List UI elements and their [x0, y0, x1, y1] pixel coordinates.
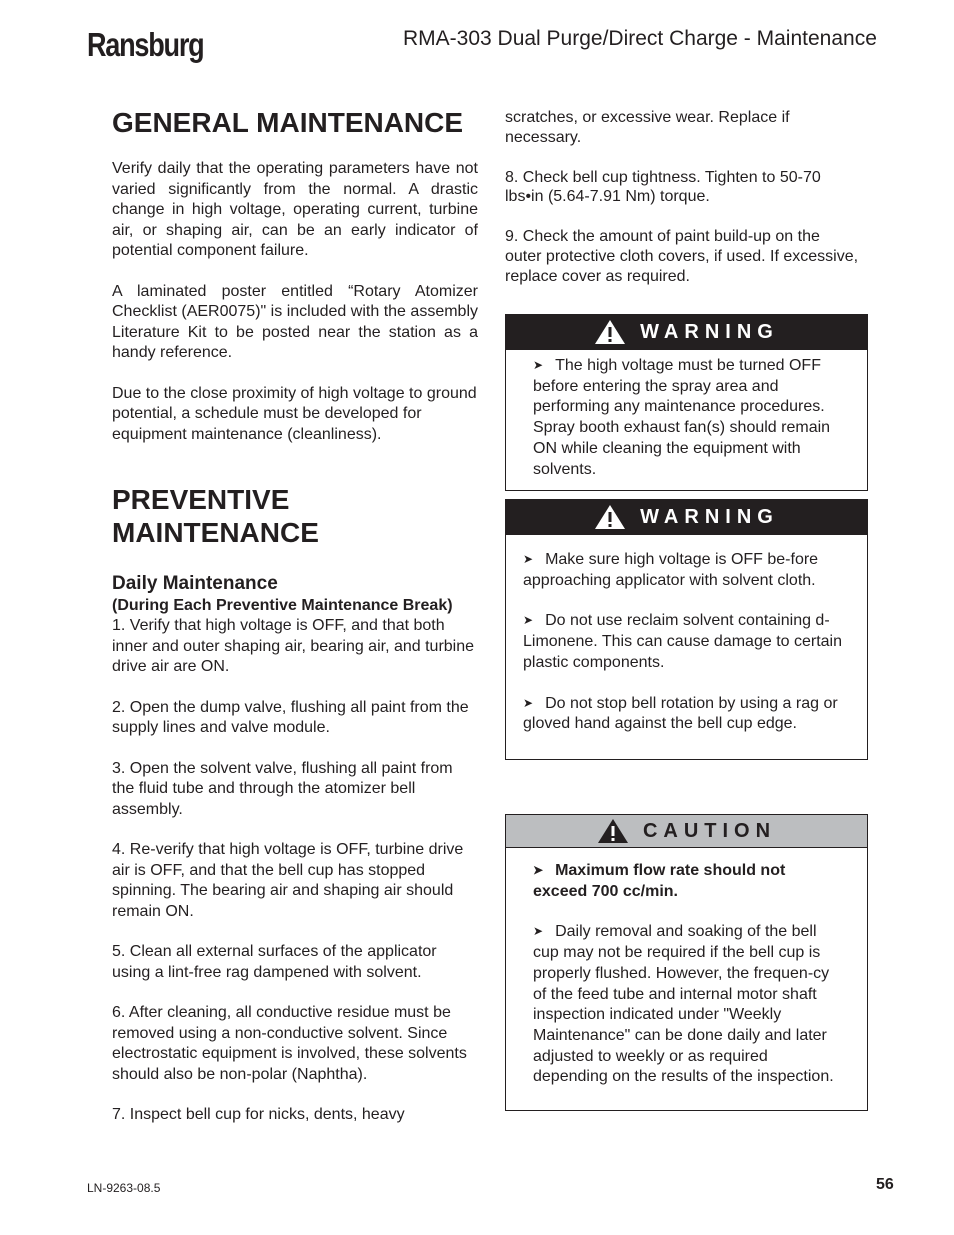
warning-header-1: [506, 315, 867, 350]
general-maintenance-heading: GENERAL MAINTENANCE: [112, 107, 464, 138]
warning-2-item-2: ➤ Do not use reclaim solvent containing d-Limonene. This can cause damage to certain plastic components.: [523, 612, 843, 671]
step-7: 7. Inspect bell cup for nicks, dents, heavy: [112, 1106, 405, 1123]
general-paragraph-1: Verify daily that the operating parameters have not varied significantly from the normal. A drastic change in high voltage, operating current, turbine air, or shaping air, can be an early indicator of potential component failure.: [112, 160, 478, 259]
right-column: [505, 108, 860, 287]
warning-label-1: WARNING: [640, 320, 779, 343]
general-paragraph-3: Due to the close proximity of high voltage to ground potential, a schedule must be developed for equipment maintenance (cleanliness).: [112, 384, 477, 443]
step-3: 3. Open the solvent valve, flushing all paint from the fluid tube and through the atomizer bell assembly.: [112, 759, 453, 818]
warning-body-2: [506, 535, 867, 735]
warning-label-2: WARNING: [640, 505, 779, 528]
step-5: 5. Clean all external surfaces of the applicator using a lint-free rag dampened with solvent.: [112, 943, 437, 981]
arrowhead-right-icon: ➤: [533, 863, 544, 877]
warning-box-1: [505, 314, 868, 491]
general-paragraph-2: A laminated poster entitled “Rotary Atomizer Checklist (AER0075)" is included with the assembly Literature Kit to be posted near the station as a handy reference.: [112, 282, 478, 361]
step-9: 9. Check the amount of paint build-up on the outer protective cloth covers, if used. If excessive, replace cover as required.: [505, 228, 859, 285]
step-8: 8. Check bell cup tightness. Tighten to 50-70 lbs•in (5.64-7.91 Nm) torque.: [505, 168, 821, 206]
document-number: LN-9263-08.5: [87, 1181, 161, 1195]
caution-item-1: ➤ Maximum flow rate should not exceed 700 cc/min.: [533, 862, 786, 900]
arrowhead-right-icon: ➤: [533, 924, 544, 939]
warning-2-item-1: ➤ Make sure high voltage is OFF be-fore approaching applicator with solvent cloth.: [523, 551, 819, 589]
caution-body: [506, 848, 867, 1088]
daily-maintenance-subheading: (During Each Preventive Maintenance Break): [112, 597, 453, 614]
caution-header: [506, 815, 867, 848]
warning-triangle-icon: [597, 818, 629, 844]
document-title: RMA-303 Dual Purge/Direct Charge - Maintenance: [403, 27, 877, 50]
step-7-continued: scratches, or excessive wear. Replace if necessary.: [505, 109, 790, 146]
warning-triangle-icon: [594, 504, 626, 530]
daily-maintenance-heading: Daily Maintenance: [112, 573, 278, 594]
warning-1-item-1: ➤ The high voltage must be turned OFF before entering the spray area and performing any maintenance procedures. Spray booth exhaust fan(s) should remain ON while cleaning the equipment with solvents.: [533, 357, 831, 478]
step-4: 4. Re-verify that high voltage is OFF, turbine drive air is OFF, and that the bell cup has stopped spinning. The bearing air and shaping air should remain ON.: [112, 841, 464, 920]
step-1: 1. Verify that high voltage is OFF, and that both inner and outer shaping air, bearing air, and turbine drive air are ON.: [112, 617, 475, 675]
warning-triangle-icon: [594, 319, 626, 345]
warning-box-2: [505, 499, 868, 760]
step-6: 6. After cleaning, all conductive residue must be removed using a non-conductive solvent. Since electrostatic equipment is involved, these solvents should also be non-polar (Naphtha).: [112, 1004, 467, 1083]
left-column: [112, 106, 478, 1126]
warning-body-1: [506, 350, 867, 480]
warning-header-2: [506, 500, 867, 535]
arrowhead-right-icon: ➤: [533, 358, 544, 372]
arrowhead-right-icon: ➤: [523, 695, 534, 710]
step-2: 2. Open the dump valve, flushing all paint from the supply lines and valve module.: [112, 698, 469, 736]
arrowhead-right-icon: ➤: [523, 613, 534, 628]
preventive-maintenance-heading: PREVENTIVE MAINTENANCE: [112, 484, 319, 548]
warning-2-item-3: ➤ Do not stop bell rotation by using a rag or gloved hand against the bell cup edge.: [523, 694, 838, 733]
caution-label: CAUTION: [642, 819, 777, 842]
caution-item-2: ➤ Daily removal and soaking of the bell cup may not be required if the bell cup is properly flushed. However, the frequen-cy of the feed tube and internal motor shaft inspection indicated under "Weekly Maintenance" can be done daily and later adjusted to weekly or as required depending on the results of the inspection.: [533, 923, 834, 1086]
page-number: 56: [876, 1176, 894, 1193]
caution-box: [505, 814, 868, 1111]
brand-logo: Ransburg: [87, 26, 204, 63]
arrowhead-right-icon: ➤: [523, 552, 534, 566]
